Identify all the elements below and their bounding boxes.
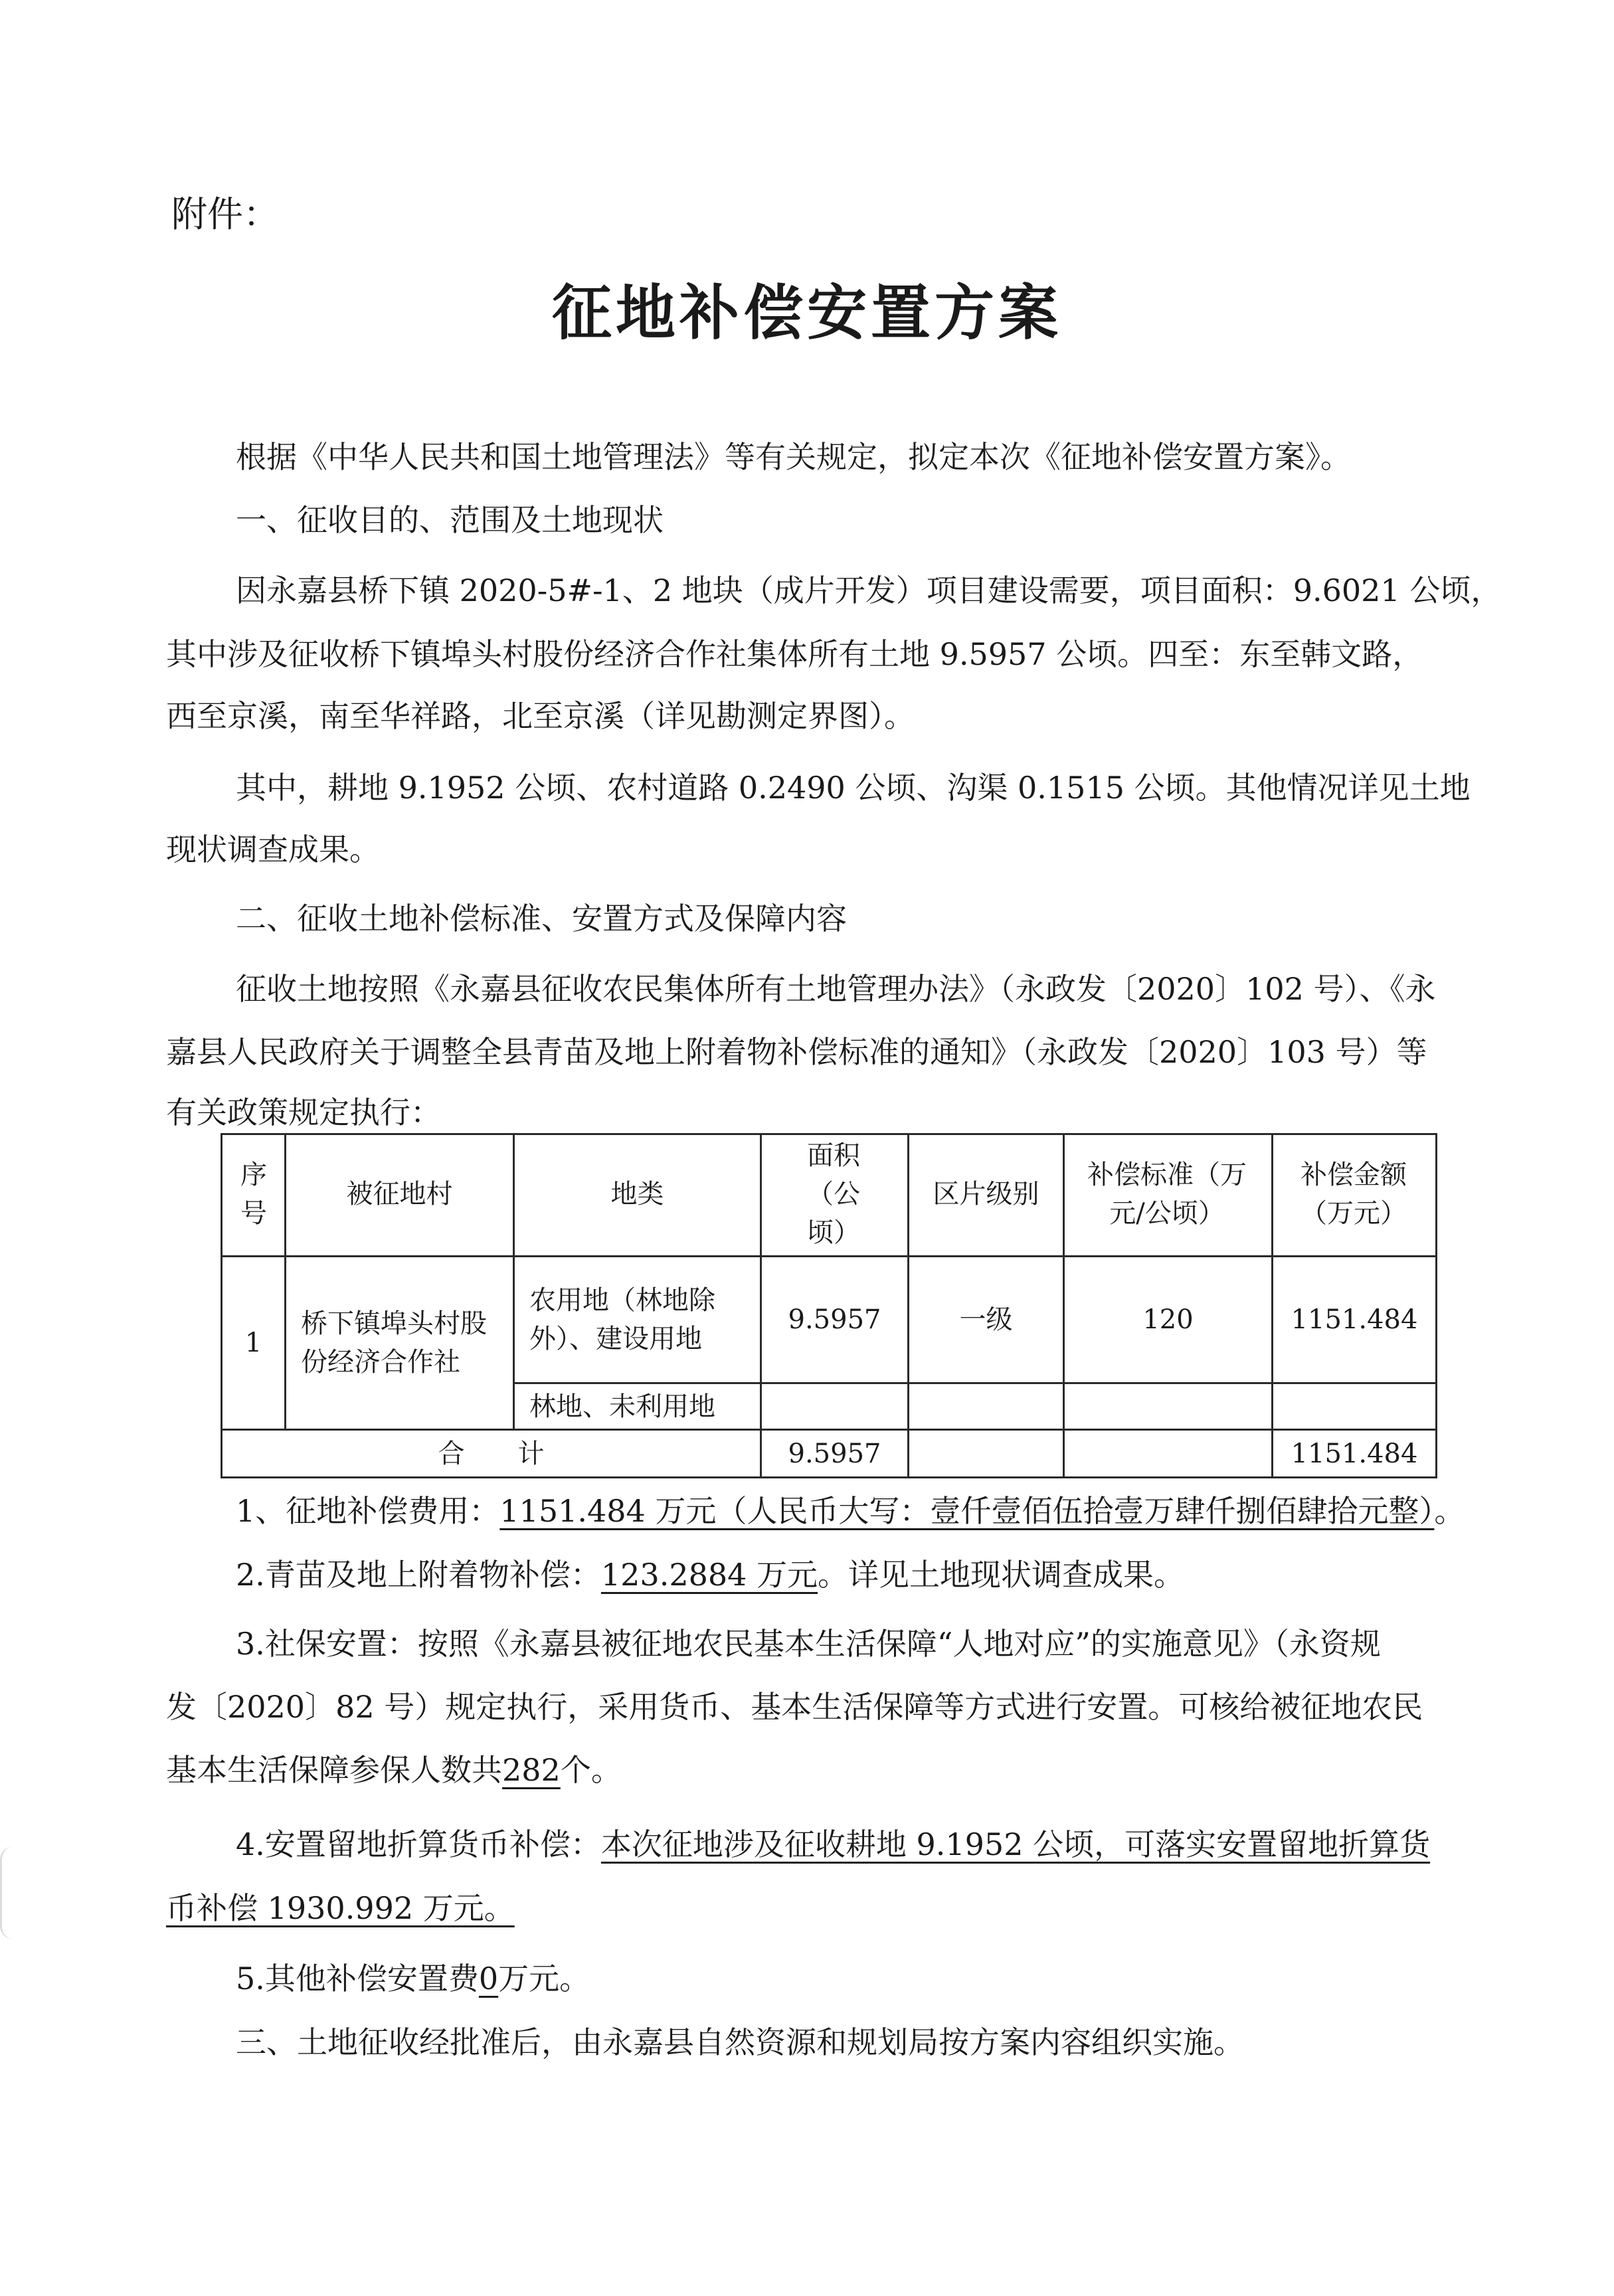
- item3-line3: [166, 1747, 622, 1793]
- item1-value: 1151.484 万元（人民币大写：壹仟壹佰伍拾壹万肆仟捌佰肆拾元整）: [499, 1493, 1435, 1529]
- section1-para1-line1: 因永嘉县桥下镇 2020-5#-1、2 地块（成片开发）项目建设需要，项目面积：9.6021 公顷，: [236, 573, 1502, 608]
- header-area: 面积（公顷）: [807, 1140, 860, 1248]
- header-land-type: 地类: [610, 1179, 664, 1209]
- section2-para-line1: 征收土地按照《永嘉县征收农民集体所有土地管理办法》（永政发〔2020〕102 号）、《永: [236, 971, 1436, 1007]
- item4-value-line1: 本次征地涉及征收耕地 9.1952 公顷，可落实安置留地折算货: [600, 1826, 1431, 1862]
- header-seq: 序号: [240, 1160, 267, 1229]
- item5-value: 0: [478, 1961, 499, 1996]
- item4-value-line2: 币补偿 1930.992 万元。: [166, 1890, 515, 1926]
- item3-line2: 发〔2020〕82 号）规定执行，采用货币、基本生活保障等方式进行安置。可核给被征地农民: [166, 1689, 1423, 1725]
- row1-village: 桥下镇埠头村股份经济合作社: [301, 1308, 487, 1377]
- section1-para2-line1: 其中，耕地 9.1952 公顷、农村道路 0.2490 公顷、沟渠 0.1515 公顷。其他情况详见土地: [236, 770, 1471, 806]
- attachment-label: 附件：: [171, 193, 279, 235]
- item4-line2: [166, 1885, 515, 1931]
- row1-standard: 120: [1142, 1304, 1194, 1335]
- item3-count: 282: [502, 1752, 561, 1788]
- section2-para-line3: 有关政策规定执行：: [166, 1095, 441, 1130]
- section3-paragraph: 三、土地征收经批准后，由永嘉县自然资源和规划局按方案内容组织实施。: [236, 2024, 1244, 2060]
- section1-para1-line2: 其中涉及征收桥下镇埠头村股份经济合作社集体所有土地 9.5957 公顷。四至：东至韩文路，: [166, 636, 1423, 672]
- item3-line1: 3.社保安置：按照《永嘉县被征地农民基本生活保障“人地对应”的实施意见》（永资规: [236, 1626, 1381, 1662]
- intro-paragraph: 根据《中华人民共和国土地管理法》等有关规定，拟定本次《征地补偿安置方案》。: [236, 439, 1351, 475]
- compensation-table: [221, 1133, 1437, 1478]
- total-label: 合 计: [438, 1438, 545, 1469]
- total-area: 9.5957: [788, 1438, 881, 1469]
- row1-land-type-a: 农用地（林地除外）、建设用地: [529, 1285, 715, 1354]
- row1-zone-level: 一级: [959, 1304, 1013, 1335]
- item2-value: 123.2884 万元: [600, 1557, 818, 1593]
- row1-seq: 1: [244, 1328, 262, 1358]
- section2-heading: 二、征收土地补偿标准、安置方式及保障内容: [236, 901, 847, 936]
- row1-amount: 1151.484: [1291, 1304, 1418, 1335]
- item3-prefix: 基本生活保障参保人数共: [166, 1752, 502, 1788]
- item4-prefix: 4.安置留地折算货币补偿：: [236, 1826, 601, 1862]
- section1-heading: 一、征收目的、范围及土地现状: [236, 502, 664, 538]
- item1-land-compensation: [236, 1488, 1465, 1534]
- section2-para-line2: 嘉县人民政府关于调整全县青苗及地上附着物补偿标准的通知》（永政发〔2020〕103 号）等: [166, 1034, 1427, 1070]
- item1-prefix: 1、征地补偿费用：: [236, 1493, 500, 1529]
- item5-other-compensation: [236, 1955, 590, 2002]
- total-amount: 1151.484: [1291, 1438, 1418, 1469]
- item3-suffix: 个。: [560, 1752, 622, 1788]
- header-zone-level: 区片级别: [933, 1179, 1039, 1209]
- header-amount: 补偿金额（万元）: [1300, 1160, 1407, 1229]
- item1-suffix: 。: [1434, 1493, 1465, 1529]
- header-village: 被征地村: [346, 1179, 453, 1209]
- item5-suffix: 万元。: [498, 1961, 590, 1996]
- document-title: 征地补偿安置方案: [552, 278, 1062, 348]
- row1-area: 9.5957: [788, 1304, 881, 1335]
- item2-prefix: 2.青苗及地上附着物补偿：: [236, 1557, 601, 1593]
- item5-prefix: 5.其他补偿安置费: [236, 1961, 479, 1996]
- item2-crop-compensation: [236, 1551, 1184, 1598]
- scan-edge-mark: [0, 1846, 22, 1939]
- item4-line1: [236, 1821, 1430, 1868]
- section1-para2-line2: 现状调查成果。: [166, 832, 380, 867]
- section1-para1-line3: 西至京溪，南至华祥路，北至京溪（详见勘测定界图）。: [166, 698, 915, 734]
- item2-suffix: 。详见土地现状调查成果。: [818, 1557, 1185, 1593]
- header-standard: 补偿标准（万元/公顷）: [1087, 1160, 1247, 1229]
- row1-land-type-b: 林地、未利用地: [529, 1391, 715, 1422]
